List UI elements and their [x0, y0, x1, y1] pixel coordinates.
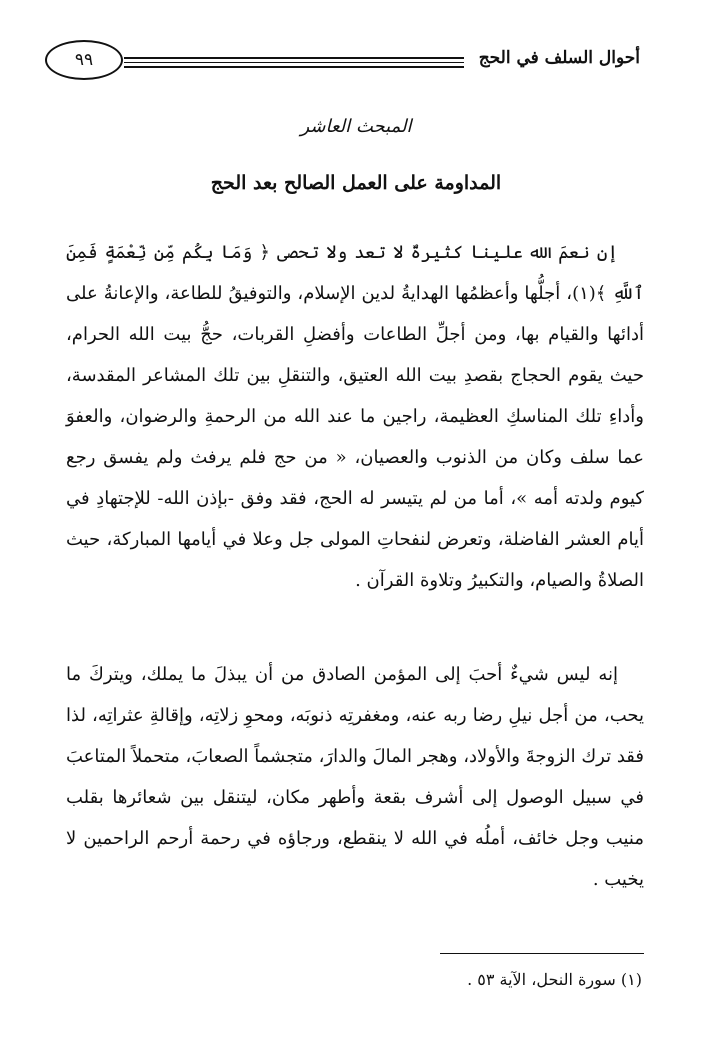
page-number	[45, 40, 123, 80]
paragraph-text: إنه ليس شيءٌ أحبَ إلى المؤمن الصادق من أن يبذلَ ما يملك، ويتركَ ما يحب، من أجل نيلِ رضا ربه عنه، ومغفرتِه ذنوبَه، ومحوِ زلاتِه، وإقالةِ عثراتِه، لذا فقد ترك الزوجةَ والأولاد، وهجر المالَ والدارَ، متجشماً الصعابَ، متحملاً المتاعبَ في سبيل الوصول إلى أشرف بقعة وأطهر مكان، ليتنقل بين شعائرها بقلب منيب وجل خائف، أملُه في الله لا ينقطع، ورجاؤه في رحمة أرحم الراحمين لا يخيب .	[66, 664, 644, 890]
page-number-text: ٩٩	[74, 50, 94, 70]
footnote: (١) سورة النحل، الآية ٥٣ .	[467, 970, 642, 989]
running-title: أحوال السلف في الحج	[478, 48, 640, 68]
header-rule	[124, 62, 464, 63]
body-paragraph	[66, 654, 644, 900]
header-rule	[124, 57, 464, 59]
body-paragraph	[66, 232, 644, 601]
section-title: المداومة على العمل الصالح بعد الحج	[210, 172, 502, 194]
paragraph-text: إن نعمَ الله علينا كثيرةٌ لا تعد ولا تحصى ﴿ وَمَا بِكُم مِّن نِّعْمَةٍ فَمِنَ ٱللَّهِ ﴾(١)، أجلُّها وأعظمُها الهدايةُ لدين الإسلام، والتوفيقُ للطاعة، والإعانةُ على أدائها والقيام بها، ومن أجلِّ الطاعات وأفضلِ القربات، حجُّ بيت الله الحرام، حيث يقوم الحجاج بقصدِ بيت الله العتيق، والتنقلِ بين تلك المشاعر المقدسة، وأداءِ تلك المناسكِ العظيمة، راجين ما عند الله من الرحمةِ والرضوان، والعفوَ عما سلف وكان من الذنوب والعصيان، « من حج فلم يرفث ولم يفسق رجع كيوم ولدته أمه »، أما من لم يتيسر له الحج، فقد وفق -بإذن الله- للإجتهادِ في أيام العشر الفاضلة، وتعرض لنفحاتِ المولى جل وعلا في أيامها المباركة، حيث الصلاةُ والصيام، والتكبيرُ وتلاوة القرآن .	[66, 242, 644, 591]
footnote-separator	[440, 953, 644, 954]
header-rule	[124, 66, 464, 68]
section-number: المبحث العاشر	[300, 116, 412, 137]
